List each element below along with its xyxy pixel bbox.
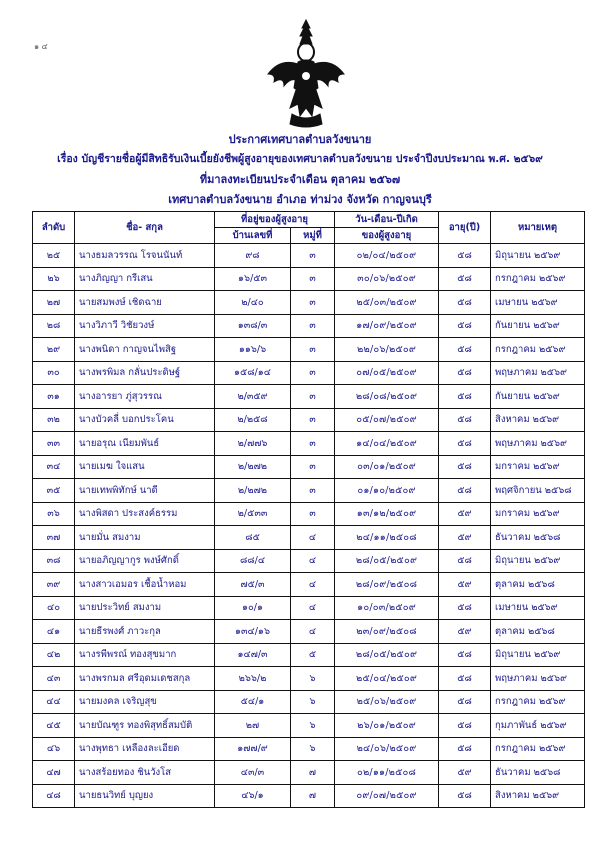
row-note-cell: สิงหาคม ๒๕๖๙ — [491, 408, 585, 432]
row-name-cell: นางรพีพรณ์ ทองสุขมาก — [75, 643, 215, 667]
row-order-cell: ๓๗ — [33, 526, 75, 550]
row-name-cell: นางบัวคลี่ บอกประโคน — [75, 408, 215, 432]
row-dob-cell: ๐๕/๐๗/๒๕๐๙ — [335, 408, 439, 432]
row-note-cell: กรกฎาคม ๒๕๖๙ — [491, 737, 585, 761]
row-dob-cell: ๒๓/๐๙/๒๕๐๘ — [335, 620, 439, 644]
col-dob-subheader: ของผู้สูงอายุ — [335, 228, 439, 244]
table-row — [33, 761, 585, 785]
row-note-cell: ธันวาคม ๒๕๖๘ — [491, 526, 585, 550]
row-dob-cell: ๐๙/๐๗/๒๕๐๙ — [335, 784, 439, 808]
row-house-cell: ๑๔๗/๓ — [215, 643, 291, 667]
row-dob-cell: ๒๘/๐๘/๒๕๐๙ — [335, 385, 439, 409]
row-age-cell: ๕๙ — [439, 761, 491, 785]
row-age-cell: ๕๘ — [439, 291, 491, 315]
row-note-cell: ตุลาคม ๒๕๖๘ — [491, 573, 585, 597]
row-order-cell: ๒๕ — [33, 244, 75, 268]
table-row — [33, 338, 585, 362]
row-name-cell: นายประวิทย์ สมงาม — [75, 596, 215, 620]
row-note-cell: มกราคม ๒๕๖๙ — [491, 455, 585, 479]
row-moo-cell: ๖ — [291, 690, 335, 714]
row-age-cell: ๕๘ — [439, 690, 491, 714]
row-name-cell: นางพุทธา เหลืองละเอียด — [75, 737, 215, 761]
row-house-cell: ๒/๗๗๖ — [215, 432, 291, 456]
row-order-cell: ๒๗ — [33, 291, 75, 315]
row-note-cell: กรกฎาคม ๒๕๖๙ — [491, 338, 585, 362]
table-row — [33, 314, 585, 338]
row-dob-cell: ๒๘/๐๕/๒๕๐๙ — [335, 643, 439, 667]
row-note-cell: สิงหาคม ๒๕๖๙ — [491, 784, 585, 808]
row-house-cell: ๒/๒๗๒ — [215, 455, 291, 479]
row-age-cell: ๕๘ — [439, 479, 491, 503]
row-moo-cell: ๓ — [291, 408, 335, 432]
row-name-cell: นางสร้อยทอง ชินวังโส — [75, 761, 215, 785]
row-age-cell: ๕๘ — [439, 338, 491, 362]
row-order-cell: ๓๙ — [33, 573, 75, 597]
row-moo-cell: ๔ — [291, 620, 335, 644]
row-name-cell: นางพิสดา ประสงค์ธรรม — [75, 502, 215, 526]
row-order-cell: ๒๖ — [33, 267, 75, 291]
row-house-cell: ๗๕/๓ — [215, 573, 291, 597]
row-order-cell: ๓๔ — [33, 455, 75, 479]
table-row — [33, 737, 585, 761]
table-row — [33, 526, 585, 550]
row-house-cell: ๑๕๘/๑๔ — [215, 361, 291, 385]
row-note-cell: เมษายน ๒๕๖๙ — [491, 596, 585, 620]
row-name-cell: นายอภิญญากูร พงษ์ศักดิ์ — [75, 549, 215, 573]
row-note-cell: พฤศจิกายน ๒๕๖๘ — [491, 479, 585, 503]
row-name-cell: นายธนวิทย์ บุญยง — [75, 784, 215, 808]
row-name-cell: นางธมลวรรณ โรจนนันท์ — [75, 244, 215, 268]
row-dob-cell: ๐๒/๑๑/๒๕๐๘ — [335, 761, 439, 785]
row-note-cell: กรกฎาคม ๒๕๖๙ — [491, 267, 585, 291]
col-address-header: ที่อยู่ของผู้สูงอายุ — [215, 212, 335, 228]
table-row — [33, 479, 585, 503]
row-moo-cell: ๓ — [291, 432, 335, 456]
announcement-title: ประกาศเทศบาลตำบลวังขนาย — [228, 133, 372, 146]
row-house-cell: ๘๕ — [215, 526, 291, 550]
row-note-cell: เมษายน ๒๕๖๙ — [491, 291, 585, 315]
col-name-header: ชื่อ- สกุล — [75, 212, 215, 244]
table-row — [33, 643, 585, 667]
row-order-cell: ๔๔ — [33, 690, 75, 714]
row-dob-cell: ๒๘/๐๙/๒๕๐๘ — [335, 573, 439, 597]
row-dob-cell: ๒๔/๐๖/๒๕๐๙ — [335, 737, 439, 761]
row-name-cell: นายอรุณ เนียมพันธ์ — [75, 432, 215, 456]
row-note-cell: ตุลาคม ๒๕๖๘ — [491, 620, 585, 644]
table-header-row — [33, 212, 585, 228]
row-dob-cell: ๒๕/๐๔/๒๕๐๙ — [335, 667, 439, 691]
table-row — [33, 408, 585, 432]
row-age-cell: ๕๘ — [439, 596, 491, 620]
row-age-cell: ๕๘ — [439, 314, 491, 338]
garuda-emblem-icon — [262, 18, 350, 130]
row-order-cell: ๔๖ — [33, 737, 75, 761]
row-order-cell: ๓๘ — [33, 549, 75, 573]
row-name-cell: นางพนิดา กาญจนไพสิฐ — [75, 338, 215, 362]
col-note-header: หมายเหตุ — [491, 212, 585, 244]
row-dob-cell: ๑๗/๐๙/๒๕๐๙ — [335, 314, 439, 338]
row-house-cell: ๑๑๖/๖ — [215, 338, 291, 362]
row-house-cell: ๒/๕๓๓ — [215, 502, 291, 526]
row-note-cell: พฤษภาคม ๒๕๖๙ — [491, 361, 585, 385]
row-order-cell: ๓๐ — [33, 361, 75, 385]
row-order-cell: ๓๖ — [33, 502, 75, 526]
row-dob-cell: ๒๕/๐๓/๒๕๐๙ — [335, 291, 439, 315]
beneficiary-table — [32, 211, 585, 808]
row-moo-cell: ๓ — [291, 244, 335, 268]
row-order-cell: ๔๕ — [33, 714, 75, 738]
row-name-cell: นางสาวเอมอร เชื้อน้ำหอม — [75, 573, 215, 597]
row-note-cell: กันยายน ๒๕๖๙ — [491, 314, 585, 338]
row-order-cell: ๔๗ — [33, 761, 75, 785]
row-order-cell: ๓๕ — [33, 479, 75, 503]
row-house-cell: ๑๐/๑ — [215, 596, 291, 620]
row-age-cell: ๕๘ — [439, 244, 491, 268]
row-name-cell: นางวิภาวี วิชัยวงษ์ — [75, 314, 215, 338]
row-note-cell: กุมภาพันธ์ ๒๕๖๙ — [491, 714, 585, 738]
row-dob-cell: ๑๓/๑๒/๒๕๐๙ — [335, 502, 439, 526]
row-moo-cell: ๓ — [291, 385, 335, 409]
row-house-cell: ๒/๔๐ — [215, 291, 291, 315]
row-house-cell: ๔๖/๑ — [215, 784, 291, 808]
row-house-cell: ๒๗ — [215, 714, 291, 738]
row-moo-cell: ๔ — [291, 573, 335, 597]
row-age-cell: ๕๙ — [439, 526, 491, 550]
table-row — [33, 455, 585, 479]
registration-month: ที่มาลงทะเบียนประจำเดือน ตุลาคม ๒๕๖๗ — [199, 173, 401, 186]
row-age-cell: ๕๘ — [439, 549, 491, 573]
table-row — [33, 573, 585, 597]
row-moo-cell: ๓ — [291, 479, 335, 503]
row-dob-cell: ๓๐/๐๖/๒๕๐๙ — [335, 267, 439, 291]
col-moo-header: หมู่ที่ — [291, 228, 335, 244]
row-age-cell: ๕๘ — [439, 643, 491, 667]
table-row — [33, 714, 585, 738]
row-age-cell: ๕๘ — [439, 267, 491, 291]
row-note-cell: ธันวาคม ๒๕๖๘ — [491, 761, 585, 785]
row-age-cell: ๕๙ — [439, 620, 491, 644]
table-row — [33, 244, 585, 268]
row-dob-cell: ๐๑/๑๐/๒๕๐๙ — [335, 479, 439, 503]
row-order-cell: ๓๓ — [33, 432, 75, 456]
row-name-cell: นางพรกมล ศรีอุดมเดชสกุล — [75, 667, 215, 691]
row-moo-cell: ๓ — [291, 455, 335, 479]
row-house-cell: ๒/๓๕๙ — [215, 385, 291, 409]
municipality-location: เทศบาลตำบลวังขนาย อำเภอ ท่าม่วง จังหวัด กาญจนบุรี — [168, 193, 432, 206]
row-order-cell: ๓๒ — [33, 408, 75, 432]
row-house-cell: ๔๓/๓ — [215, 761, 291, 785]
row-age-cell: ๕๘ — [439, 714, 491, 738]
row-dob-cell: ๐๓/๐๑/๒๕๐๙ — [335, 455, 439, 479]
row-house-cell: ๒/๒๕๘ — [215, 408, 291, 432]
row-house-cell: ๑๖/๕๓ — [215, 267, 291, 291]
row-dob-cell: ๐๒/๐๔/๒๕๐๙ — [335, 244, 439, 268]
row-age-cell: ๕๘ — [439, 385, 491, 409]
row-house-cell: ๘๘/๔ — [215, 549, 291, 573]
row-note-cell: กรกฎาคม ๒๕๖๙ — [491, 690, 585, 714]
row-moo-cell: ๓ — [291, 267, 335, 291]
row-moo-cell: ๔ — [291, 549, 335, 573]
row-moo-cell: ๔ — [291, 526, 335, 550]
row-age-cell: ๕๘ — [439, 455, 491, 479]
page-mark: ๑ ๔ — [34, 42, 48, 51]
table-row — [33, 784, 585, 808]
table-row — [33, 361, 585, 385]
col-order-header: ลำดับ — [33, 212, 75, 244]
col-age-header: อายุ(ปี) — [439, 212, 491, 244]
row-order-cell: ๔๐ — [33, 596, 75, 620]
row-age-cell: ๕๘ — [439, 784, 491, 808]
row-moo-cell: ๖ — [291, 714, 335, 738]
row-name-cell: นายมงคล เจริญสุข — [75, 690, 215, 714]
col-house-header: บ้านเลขที่ — [215, 228, 291, 244]
row-moo-cell: ๓ — [291, 314, 335, 338]
row-name-cell: นายธีรพงศ์ ภาวะกุล — [75, 620, 215, 644]
row-house-cell: ๕๔/๑ — [215, 690, 291, 714]
row-age-cell: ๕๙ — [439, 573, 491, 597]
row-age-cell: ๕๘ — [439, 408, 491, 432]
row-name-cell: นางอารยา ภู่สุวรรณ — [75, 385, 215, 409]
row-order-cell: ๒๙ — [33, 338, 75, 362]
row-house-cell: ๑๗๗/๙ — [215, 737, 291, 761]
table-row — [33, 432, 585, 456]
row-moo-cell: ๗ — [291, 784, 335, 808]
row-moo-cell: ๓ — [291, 338, 335, 362]
row-age-cell: ๕๘ — [439, 737, 491, 761]
table-row — [33, 667, 585, 691]
row-age-cell: ๕๙ — [439, 502, 491, 526]
row-name-cell: นางพรพิมล กลั่นประดิษฐ์ — [75, 361, 215, 385]
row-age-cell: ๕๘ — [439, 361, 491, 385]
col-dob-header: วัน-เดือน-ปีเกิด — [335, 212, 439, 228]
row-order-cell: ๓๑ — [33, 385, 75, 409]
row-dob-cell: ๒๘/๐๕/๒๕๐๙ — [335, 549, 439, 573]
row-dob-cell: ๑๔/๐๔/๒๕๐๙ — [335, 432, 439, 456]
table-row — [33, 620, 585, 644]
row-dob-cell: ๒๕/๐๖/๒๕๐๙ — [335, 690, 439, 714]
row-moo-cell: ๔ — [291, 596, 335, 620]
row-moo-cell: ๖ — [291, 737, 335, 761]
row-moo-cell: ๗ — [291, 761, 335, 785]
row-house-cell: ๒๖๖/๒ — [215, 667, 291, 691]
row-house-cell: ๑๓๔/๑๖ — [215, 620, 291, 644]
row-name-cell: นายบัณฑูร ทองพิสุทธิ์สมบัติ — [75, 714, 215, 738]
row-moo-cell: ๓ — [291, 361, 335, 385]
announcement-subject: เรื่อง บัญชีรายชื่อผู้มีสิทธิรับเงินเบี้ยยังชีพผู้สูงอายุของเทศบาลตำบลวังขนาย ประจำปีงบประมาณ พ.ศ. ๒๕๖๙ — [57, 153, 543, 165]
row-age-cell: ๕๘ — [439, 432, 491, 456]
row-note-cell: มิถุนายน ๒๕๖๙ — [491, 549, 585, 573]
table-row — [33, 549, 585, 573]
row-dob-cell: ๑๐/๐๓/๒๕๐๙ — [335, 596, 439, 620]
row-note-cell: มิถุนายน ๒๕๖๙ — [491, 244, 585, 268]
row-order-cell: ๔๒ — [33, 643, 75, 667]
table-row — [33, 385, 585, 409]
table-row — [33, 291, 585, 315]
row-note-cell: กันยายน ๒๕๖๙ — [491, 385, 585, 409]
row-name-cell: นายสมพงษ์ เชิดฉาย — [75, 291, 215, 315]
row-note-cell: มิถุนายน ๒๕๖๙ — [491, 643, 585, 667]
row-order-cell: ๔๓ — [33, 667, 75, 691]
row-order-cell: ๒๘ — [33, 314, 75, 338]
row-dob-cell: ๐๗/๐๕/๒๕๐๙ — [335, 361, 439, 385]
row-dob-cell: ๒๒/๐๖/๒๕๐๙ — [335, 338, 439, 362]
row-name-cell: นายเมฆ ใจแสน — [75, 455, 215, 479]
row-name-cell: นายเทพพิทักษ์ นาดี — [75, 479, 215, 503]
row-house-cell: ๑๓๘/๓ — [215, 314, 291, 338]
row-moo-cell: ๓ — [291, 291, 335, 315]
row-note-cell: พฤษภาคม ๒๕๖๙ — [491, 432, 585, 456]
table-row — [33, 690, 585, 714]
row-moo-cell: ๖ — [291, 667, 335, 691]
table-row — [33, 502, 585, 526]
row-order-cell: ๔๘ — [33, 784, 75, 808]
row-moo-cell: ๓ — [291, 502, 335, 526]
row-dob-cell: ๒๖/๐๑/๒๕๐๙ — [335, 714, 439, 738]
row-moo-cell: ๕ — [291, 643, 335, 667]
table-row — [33, 267, 585, 291]
row-name-cell: นางภิญญา กรีเสน — [75, 267, 215, 291]
row-order-cell: ๔๑ — [33, 620, 75, 644]
row-name-cell: นายมั่น สมงาม — [75, 526, 215, 550]
row-note-cell: มกราคม ๒๕๖๙ — [491, 502, 585, 526]
row-note-cell: พฤษภาคม ๒๕๖๙ — [491, 667, 585, 691]
row-dob-cell: ๒๔/๑๑/๒๕๐๘ — [335, 526, 439, 550]
row-age-cell: ๕๘ — [439, 667, 491, 691]
table-row — [33, 596, 585, 620]
row-house-cell: ๙๘ — [215, 244, 291, 268]
row-house-cell: ๒/๒๗๒ — [215, 479, 291, 503]
